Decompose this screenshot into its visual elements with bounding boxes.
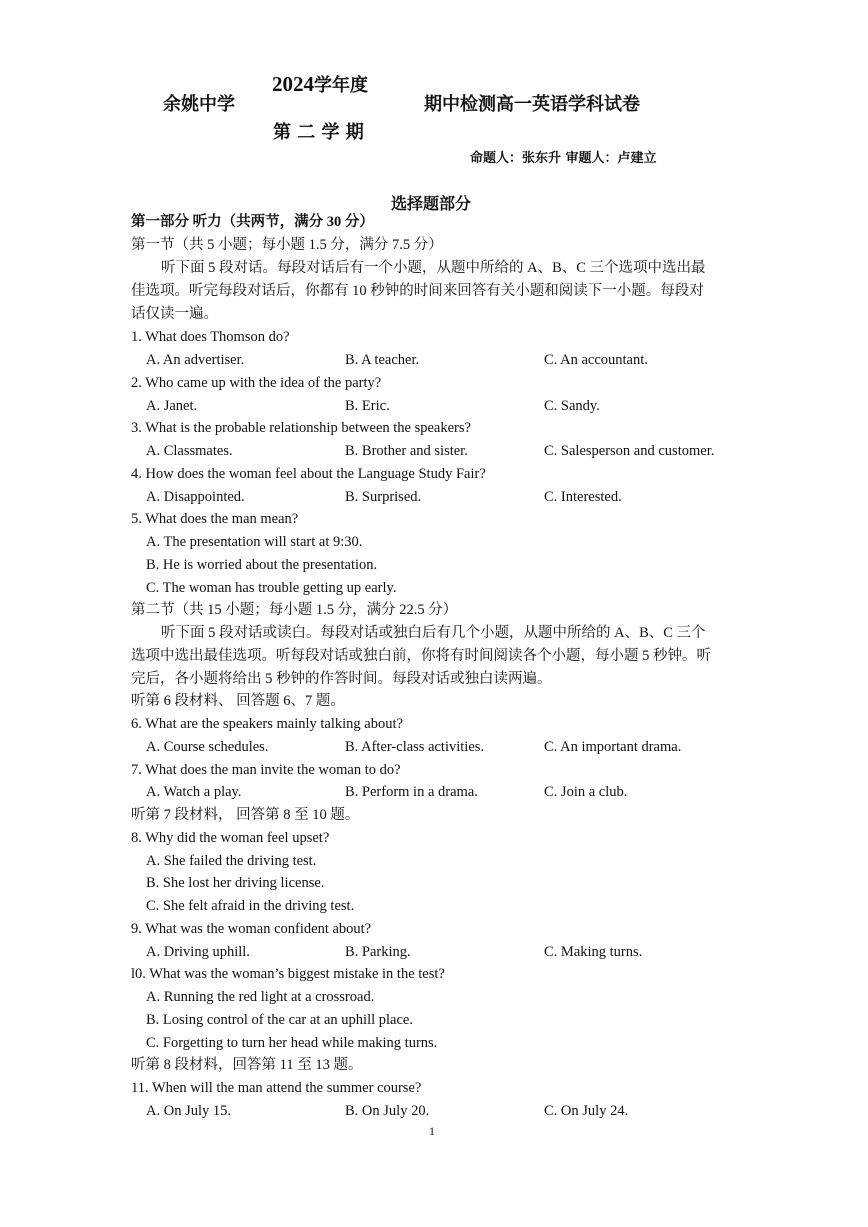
q3-option-c: C. Salesperson and customer. [544,443,715,459]
material-6-label: 听第 6 段材料、 回答题 6、7 题。 [131,693,345,709]
q5-option-c: C. The woman has trouble getting up early. [146,580,397,596]
year-suffix: 学年度 [314,75,368,96]
section-title: 选择题部分 [391,196,472,213]
q9-option-c: C. Making turns. [544,944,643,960]
q11-option-a: A. On July 15. [146,1103,231,1119]
part1-title: 第一部分 听力（共两节，满分 30 分） [131,214,374,230]
q6-option-c: C. An important drama. [544,739,682,755]
semester: 第 二 学 期 [273,122,364,143]
question-3: 3. What is the probable relationship between the speakers? [131,420,471,436]
question-2: 2. Who came up with the idea of the party? [131,375,382,391]
school-year [272,71,368,97]
q7-option-b: B. Perform in a drama. [345,784,478,800]
exam-authors: 命题人：张东升 审题人：卢建立 [470,151,657,166]
sec2-instructions: 选项中选出最佳选项。听每段对话或独白前，你将有时间阅读各个小题，每小题 5 秒钟。听 [131,648,711,664]
q2-option-a: A. Janet. [146,398,198,414]
material-8-label: 听第 8 段材料，回答第 11 至 13 题。 [131,1057,363,1073]
q10-option-c: C. Forgetting to turn her head while making turns. [146,1035,438,1051]
question-9: 9. What was the woman confident about? [131,921,372,937]
year-number: 2024 [272,72,314,96]
q10-option-b: B. Losing control of the car at an uphill place. [146,1012,413,1028]
exam-title: 期中检测高一英语学科试卷 [424,94,640,115]
q4-option-c: C. Interested. [544,489,622,505]
q2-option-b: B. Eric. [345,398,390,414]
question-7: 7. What does the man invite the woman to do? [131,762,401,778]
q9-option-b: B. Parking. [345,944,411,960]
q3-option-b: B. Brother and sister. [345,443,468,459]
q4-option-b: B. Surprised. [345,489,422,505]
q4-option-a: A. Disappointed. [146,489,245,505]
sec2-title: 第二节（共 15 小题；每小题 1.5 分，满分 22.5 分） [131,602,458,618]
sec1-instructions: 听下面 5 段对话。每段对话后有一个小题，从题中所给的 A、B、C 三个选项中选出最 [161,260,706,276]
q3-option-a: A. Classmates. [146,443,233,459]
question-10: l0. What was the woman’s biggest mistake in the test? [131,966,445,982]
q5-option-a: A. The presentation will start at 9:30. [146,534,363,550]
sec1-title: 第一节（共 5 小题；每小题 1.5 分，满分 7.5 分） [131,237,443,253]
question-4: 4. How does the woman feel about the Language Study Fair? [131,466,486,482]
page-number: 1 [429,1124,435,1138]
question-1: 1. What does Thomson do? [131,329,290,345]
sec2-instructions: 听下面 5 段对话或读白。每段对话或独白后有几个小题，从题中所给的 A、B、C 三个 [161,625,706,641]
q5-option-b: B. He is worried about the presentation. [146,557,378,573]
q11-option-c: C. On July 24. [544,1103,629,1119]
q8-option-a: A. She failed the driving test. [146,853,317,869]
q8-option-c: C. She felt afraid in the driving test. [146,898,355,914]
sec1-instructions: 佳选项。听完每段对话后，你都有 10 秒钟的时间来回答有关小题和阅读下一小题。每段对 [131,283,704,299]
q1-option-c: C. An accountant. [544,352,648,368]
q9-option-a: A. Driving uphill. [146,944,250,960]
material-7-label: 听第 7 段材料， 回答第 8 至 10 题。 [131,807,360,823]
question-5: 5. What does the man mean? [131,511,299,527]
question-6: 6. What are the speakers mainly talking about? [131,716,403,732]
q2-option-c: C. Sandy. [544,398,600,414]
q6-option-a: A. Course schedules. [146,739,269,755]
q8-option-b: B. She lost her driving license. [146,875,325,891]
q10-option-a: A. Running the red light at a crossroad. [146,989,375,1005]
question-8: 8. Why did the woman feel upset? [131,830,330,846]
question-11: 11. When will the man attend the summer course? [131,1080,422,1096]
sec2-instructions: 完后，各小题将给出 5 秒钟的作答时间。每段对话或独白读两遍。 [131,671,552,687]
q1-option-a: A. An advertiser. [146,352,245,368]
school-name: 余姚中学 [163,94,235,115]
q7-option-a: A. Watch a play. [146,784,242,800]
q7-option-c: C. Join a club. [544,784,628,800]
q1-option-b: B. A teacher. [345,352,420,368]
q6-option-b: B. After-class activities. [345,739,485,755]
q11-option-b: B. On July 20. [345,1103,430,1119]
sec1-instructions: 话仅读一遍。 [131,306,218,322]
